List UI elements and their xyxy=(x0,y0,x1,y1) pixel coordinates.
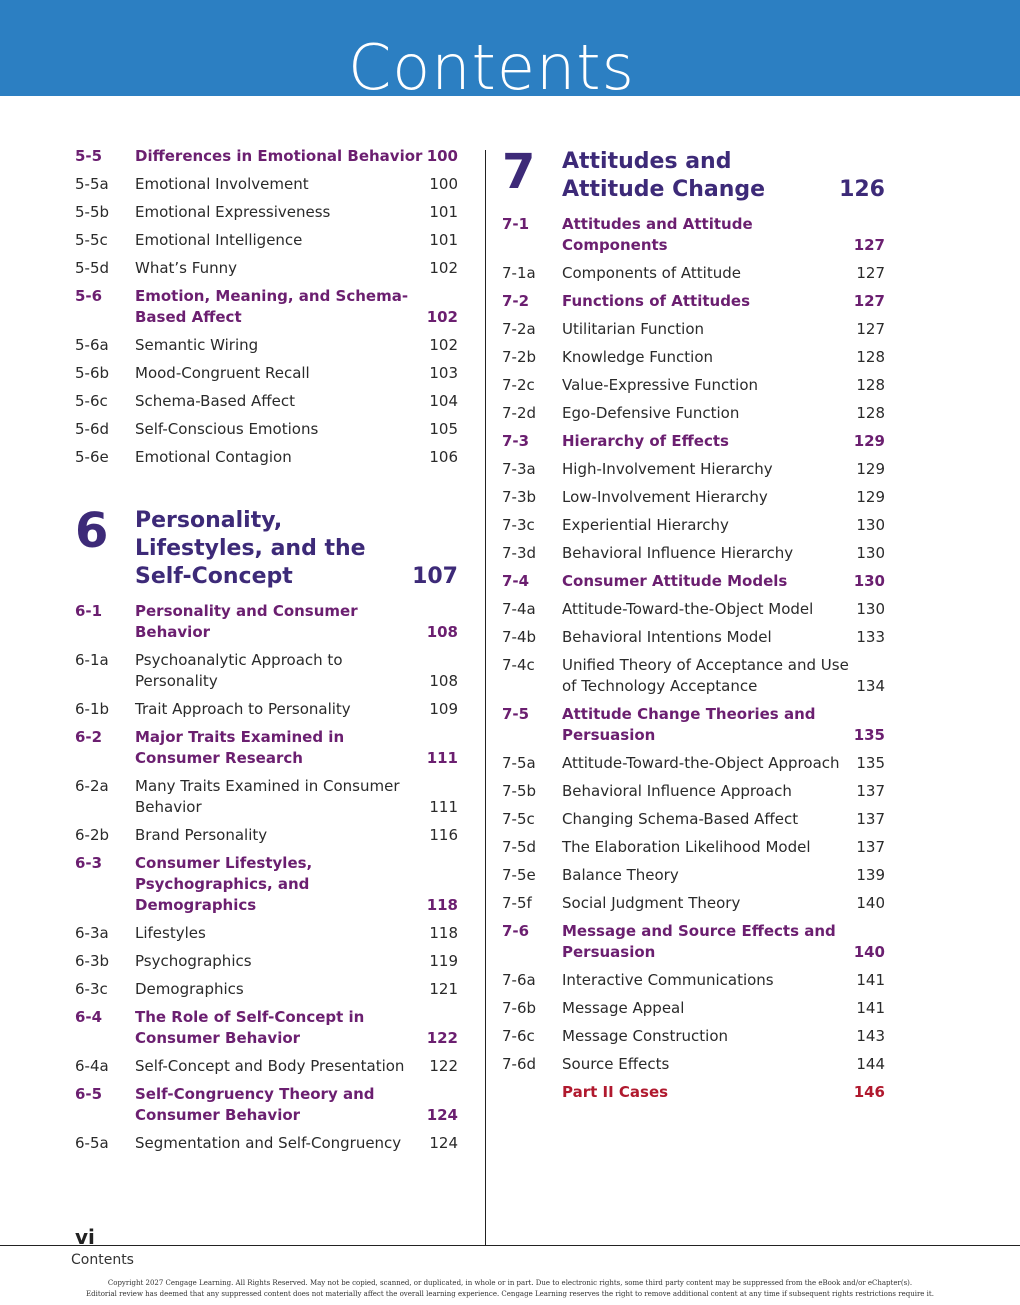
toc-subsection-entry[interactable] xyxy=(502,970,885,991)
entry-number: 6-5 xyxy=(75,1085,103,1103)
entry-title: Knowledge Function xyxy=(562,348,714,366)
toc-chapter-heading[interactable] xyxy=(75,505,458,591)
entry-number: 7-6d xyxy=(502,1055,537,1073)
entry-page: 144 xyxy=(856,1055,885,1073)
entry-page: 118 xyxy=(429,924,458,942)
entry-title: Consumer Lifestyles, Psychographics, and Demographics xyxy=(135,854,313,914)
entry-page: 111 xyxy=(426,749,458,767)
entry-page: 127 xyxy=(856,320,885,338)
entry-page: 118 xyxy=(426,896,458,914)
entry-page: 124 xyxy=(429,1134,458,1152)
entry-number: 6-3 xyxy=(75,854,103,872)
entry-number: 7-1a xyxy=(502,264,536,282)
entry-number: 7-4b xyxy=(502,628,537,646)
entry-page: 111 xyxy=(429,798,458,816)
entry-title: Demographics xyxy=(135,980,244,998)
entry-page: 106 xyxy=(429,448,458,466)
toc-subsection-entry[interactable] xyxy=(75,258,458,279)
toc-subsection-entry[interactable] xyxy=(75,951,458,972)
entry-title: Behavioral Influence Approach xyxy=(562,782,792,800)
entry-number: 5-6 xyxy=(75,287,103,305)
entry-number: 7-3b xyxy=(502,488,537,506)
toc-subsection-entry[interactable] xyxy=(502,998,885,1019)
entry-page: 135 xyxy=(856,754,885,772)
entry-page: 129 xyxy=(856,460,885,478)
entry-number: 5-6a xyxy=(75,336,109,354)
entry-title: Self-Concept and Body Presentation xyxy=(135,1057,405,1075)
entry-page: 128 xyxy=(856,376,885,394)
toc-subsection-entry[interactable] xyxy=(502,1026,885,1047)
page-title: Contents xyxy=(348,31,635,104)
toc-subsection-entry[interactable] xyxy=(502,319,885,340)
chapter-number: 6 xyxy=(75,503,109,559)
entry-number: 5-6b xyxy=(75,364,110,382)
entry-page: 134 xyxy=(856,677,885,695)
entry-number: 7-3a xyxy=(502,460,536,478)
toc-subsection-entry[interactable] xyxy=(502,515,885,536)
toc-subsection-entry[interactable] xyxy=(502,263,885,284)
toc-subsection-entry[interactable] xyxy=(502,809,885,830)
entry-page: 130 xyxy=(856,600,885,618)
entry-title: Emotional Intelligence xyxy=(135,231,303,249)
entry-number: 7-3c xyxy=(502,516,535,534)
entry-page: 102 xyxy=(426,308,458,326)
entry-title: Low-Involvement Hierarchy xyxy=(562,488,768,506)
entry-title: The Role of Self-Concept in Consumer Behavior xyxy=(135,1008,365,1047)
entry-number: 5-5a xyxy=(75,175,109,193)
entry-page: 122 xyxy=(426,1029,458,1047)
toc-subsection-entry[interactable] xyxy=(75,650,458,692)
entry-number: 7-6a xyxy=(502,971,536,989)
entry-number: 5-5b xyxy=(75,203,110,221)
toc-subsection-entry[interactable] xyxy=(502,837,885,858)
toc-subsection-entry[interactable] xyxy=(75,447,458,468)
toc-left-column xyxy=(75,146,458,1161)
toc-subsection-entry[interactable] xyxy=(502,375,885,396)
entry-number: 6-4 xyxy=(75,1008,103,1026)
entry-number: 6-1b xyxy=(75,700,110,718)
entry-number: 7-2a xyxy=(502,320,536,338)
entry-title: Self-Conscious Emotions xyxy=(135,420,319,438)
entry-page: 128 xyxy=(856,404,885,422)
entry-title: Value-Expressive Function xyxy=(562,376,759,394)
entry-page: 100 xyxy=(429,175,458,193)
entry-number: 6-2a xyxy=(75,777,109,795)
entry-number: 7-4 xyxy=(502,572,530,590)
entry-title: Schema-Based Affect xyxy=(135,392,295,410)
toc-section-entry[interactable] xyxy=(502,431,885,452)
entry-number: 7-5b xyxy=(502,782,537,800)
entry-title: Mood-Congruent Recall xyxy=(135,364,310,382)
chapter-title: Attitudes and Attitude Change xyxy=(562,149,766,202)
toc-section-entry[interactable] xyxy=(502,214,885,256)
entry-title: Attitude-Toward-the-Object Model xyxy=(562,600,814,618)
entry-number: 5-6c xyxy=(75,392,108,410)
toc-section-entry[interactable] xyxy=(75,853,458,916)
entry-page: 127 xyxy=(853,236,885,254)
entry-number: 7-4c xyxy=(502,656,535,674)
footer-rule xyxy=(0,1245,1020,1246)
toc-subsection-entry[interactable] xyxy=(75,419,458,440)
entry-number: 7-5a xyxy=(502,754,536,772)
entry-number: 7-5f xyxy=(502,894,532,912)
entry-title: Lifestyles xyxy=(135,924,206,942)
entry-page: 101 xyxy=(429,203,458,221)
entry-title: Self-Congruency Theory and Consumer Behavior xyxy=(135,1085,375,1124)
entry-number: 6-2 xyxy=(75,728,103,746)
page-number: vi xyxy=(75,1225,95,1249)
entry-title: Unified Theory of Acceptance and Use of Technology Acceptance xyxy=(562,656,849,695)
entry-title: Experiential Hierarchy xyxy=(562,516,729,534)
toc-section-entry[interactable] xyxy=(75,146,458,167)
entry-number: 6-4a xyxy=(75,1057,109,1075)
toc-subsection-entry[interactable] xyxy=(75,825,458,846)
entry-title: Emotional Expressiveness xyxy=(135,203,331,221)
toc-section-entry[interactable] xyxy=(75,727,458,769)
entry-page: 108 xyxy=(429,672,458,690)
toc-chapter-heading[interactable] xyxy=(502,146,885,204)
entry-number: 7-3 xyxy=(502,432,530,450)
entry-page: 116 xyxy=(429,826,458,844)
entry-title: Semantic Wiring xyxy=(135,336,259,354)
entry-number: 7-5c xyxy=(502,810,535,828)
entry-title: Hierarchy of Effects xyxy=(562,432,729,450)
entry-number: 7-3d xyxy=(502,544,537,562)
toc-subsection-entry[interactable] xyxy=(502,655,885,697)
entry-page: 124 xyxy=(426,1106,458,1124)
entry-number: 6-3c xyxy=(75,980,108,998)
entry-number: 5-6e xyxy=(75,448,109,466)
entry-number: 7-4a xyxy=(502,600,536,618)
entry-title: Interactive Communications xyxy=(562,971,774,989)
entry-title: Source Effects xyxy=(562,1055,670,1073)
entry-number: 6-5a xyxy=(75,1134,109,1152)
copyright-line-2: Editorial review has deemed that any suppressed content does not materially affect the overall learning experience. Cengage Learning reserves the right to remove additional content at any time if subsequent rights restrictions require it. xyxy=(86,1290,934,1298)
entry-title: Message and Source Effects and Persuasion xyxy=(562,922,836,961)
entry-title: Consumer Attitude Models xyxy=(562,572,788,590)
toc-subsection-entry[interactable] xyxy=(75,1056,458,1077)
entry-number: 7-6 xyxy=(502,922,530,940)
entry-page: 104 xyxy=(429,392,458,410)
entry-page: 141 xyxy=(856,999,885,1017)
entry-number: 7-5 xyxy=(502,705,530,723)
entry-page: 137 xyxy=(856,782,885,800)
entry-page: 133 xyxy=(856,628,885,646)
entry-page: 127 xyxy=(856,264,885,282)
entry-title: High-Involvement Hierarchy xyxy=(562,460,773,478)
entry-title: Part II Cases xyxy=(562,1083,669,1101)
entry-page: 109 xyxy=(429,700,458,718)
chapter-number: 7 xyxy=(502,144,536,200)
entry-number: 7-2c xyxy=(502,376,535,394)
entry-page: 108 xyxy=(426,623,458,641)
entry-number: 6-1 xyxy=(75,602,103,620)
toc-subsection-entry[interactable] xyxy=(502,459,885,480)
entry-page: 103 xyxy=(429,364,458,382)
toc-subsection-entry[interactable] xyxy=(502,403,885,424)
entry-page: 140 xyxy=(853,943,885,961)
entry-title: Emotional Contagion xyxy=(135,448,292,466)
entry-page: 128 xyxy=(856,348,885,366)
toc-right-column xyxy=(502,146,885,1110)
chapter-spacer xyxy=(75,475,458,505)
entry-page: 140 xyxy=(856,894,885,912)
entry-page: 121 xyxy=(429,980,458,998)
entry-page: 130 xyxy=(853,572,885,590)
chapter-title: Personality, Lifestyles, and the Self-Concept xyxy=(135,508,366,589)
entry-page: 129 xyxy=(856,488,885,506)
chapter-page: 107 xyxy=(412,564,458,589)
toc-subsection-entry[interactable] xyxy=(502,1054,885,1075)
entry-page: 135 xyxy=(853,726,885,744)
entry-number: 6-3a xyxy=(75,924,109,942)
toc-subsection-entry[interactable] xyxy=(75,391,458,412)
toc-section-entry[interactable] xyxy=(75,601,458,643)
entry-page: 101 xyxy=(429,231,458,249)
toc-subsection-entry[interactable] xyxy=(502,347,885,368)
entry-title: Behavioral Influence Hierarchy xyxy=(562,544,794,562)
header-banner xyxy=(0,0,1020,104)
entry-title: Attitude-Toward-the-Object Approach xyxy=(562,754,840,772)
entry-number: 7-5d xyxy=(502,838,537,856)
toc-section-entry[interactable] xyxy=(502,571,885,592)
toc-subsection-entry[interactable] xyxy=(75,202,458,223)
chapter-page: 126 xyxy=(839,177,885,202)
entry-number: 5-5 xyxy=(75,147,103,165)
entry-page: 139 xyxy=(856,866,885,884)
entry-page: 100 xyxy=(426,147,458,165)
entry-page: 119 xyxy=(429,952,458,970)
column-divider xyxy=(485,150,486,1245)
entry-title: Attitude Change Theories and Persuasion xyxy=(562,705,816,744)
toc-subsection-entry[interactable] xyxy=(502,781,885,802)
toc-subsection-entry[interactable] xyxy=(75,1133,458,1154)
entry-number: 7-6c xyxy=(502,1027,535,1045)
entry-title: Changing Schema-Based Affect xyxy=(562,810,799,828)
entry-number: 7-2b xyxy=(502,348,537,366)
entry-title: What’s Funny xyxy=(135,259,237,277)
toc-section-entry[interactable] xyxy=(502,921,885,963)
entry-number: 7-2d xyxy=(502,404,537,422)
entry-title: Personality and Consumer Behavior xyxy=(135,602,358,641)
entry-page: 127 xyxy=(853,292,885,310)
entry-page: 141 xyxy=(856,971,885,989)
toc-section-entry[interactable] xyxy=(502,291,885,312)
entry-number: 7-5e xyxy=(502,866,536,884)
entry-title: Segmentation and Self-Congruency xyxy=(135,1134,402,1152)
toc-section-entry[interactable] xyxy=(75,286,458,328)
entry-page: 105 xyxy=(429,420,458,438)
entry-title: Emotion, Meaning, and Schema-Based Affect xyxy=(135,287,409,326)
entry-title: Message Appeal xyxy=(562,999,685,1017)
entry-page: 146 xyxy=(853,1083,885,1101)
entry-page: 122 xyxy=(429,1057,458,1075)
entry-page: 130 xyxy=(856,516,885,534)
entry-title: Major Traits Examined in Consumer Research xyxy=(135,728,345,767)
entry-title: Attitudes and Attitude Components xyxy=(562,215,753,254)
entry-page: 130 xyxy=(856,544,885,562)
entry-number: 5-5c xyxy=(75,231,108,249)
toc-subsection-entry[interactable] xyxy=(75,335,458,356)
copyright-line-1: Copyright 2027 Cengage Learning. All Rights Reserved. May not be copied, scanned, or duplicated, in whole or in part. Due to electronic rights, some third party content may be suppressed from the eBook and/or eChapter(s). xyxy=(107,1279,913,1287)
entry-title: Emotional Involvement xyxy=(135,175,309,193)
toc-section-entry[interactable] xyxy=(75,1084,458,1126)
toc-subsection-entry[interactable] xyxy=(75,174,458,195)
entry-number: 5-5d xyxy=(75,259,110,277)
entry-page: 102 xyxy=(429,259,458,277)
toc-subsection-entry[interactable] xyxy=(502,753,885,774)
entry-title: Psychoanalytic Approach to Personality xyxy=(135,651,343,690)
toc-section-entry[interactable] xyxy=(502,704,885,746)
toc-subsection-entry[interactable] xyxy=(75,230,458,251)
entry-number: 5-6d xyxy=(75,420,110,438)
entry-title: Brand Personality xyxy=(135,826,268,844)
toc-subsection-entry[interactable] xyxy=(75,363,458,384)
entry-page: 129 xyxy=(853,432,885,450)
entry-page: 143 xyxy=(856,1027,885,1045)
toc-subsection-entry[interactable] xyxy=(75,979,458,1000)
entry-title: Psychographics xyxy=(135,952,252,970)
entry-title: Differences in Emotional Behavior xyxy=(135,147,423,165)
entry-number: 7-1 xyxy=(502,215,530,233)
entry-title: Behavioral Intentions Model xyxy=(562,628,772,646)
entry-number: 6-3b xyxy=(75,952,110,970)
entry-number: 7-2 xyxy=(502,292,530,310)
toc-subsection-entry[interactable] xyxy=(502,627,885,648)
toc-section-entry[interactable] xyxy=(75,1007,458,1049)
entry-title: Components of Attitude xyxy=(562,264,741,282)
toc-subsection-entry[interactable] xyxy=(502,487,885,508)
toc-subsection-entry[interactable] xyxy=(502,865,885,886)
entry-page: 137 xyxy=(856,838,885,856)
entry-title: Balance Theory xyxy=(562,866,679,884)
entry-title: Message Construction xyxy=(562,1027,729,1045)
toc-subsection-entry[interactable] xyxy=(502,893,885,914)
copyright-notice xyxy=(0,1278,1020,1300)
toc-subsection-entry[interactable] xyxy=(75,699,458,720)
entry-title: Functions of Attitudes xyxy=(562,292,751,310)
running-title: Contents xyxy=(71,1252,134,1268)
entry-number: 7-6b xyxy=(502,999,537,1017)
toc-subsection-entry[interactable] xyxy=(75,923,458,944)
entry-title: Ego-Defensive Function xyxy=(562,404,740,422)
entry-title: Utilitarian Function xyxy=(562,320,705,338)
toc-subsection-entry[interactable] xyxy=(502,599,885,620)
entry-title: Trait Approach to Personality xyxy=(135,700,351,718)
entry-title: Social Judgment Theory xyxy=(562,894,741,912)
entry-page: 102 xyxy=(429,336,458,354)
entry-number: 6-2b xyxy=(75,826,110,844)
entry-title: Many Traits Examined in Consumer Behavior xyxy=(135,777,400,816)
entry-page: 137 xyxy=(856,810,885,828)
toc-subsection-entry[interactable] xyxy=(75,776,458,818)
entry-title: The Elaboration Likelihood Model xyxy=(562,838,811,856)
toc-subsection-entry[interactable] xyxy=(502,543,885,564)
toc-cases-entry[interactable] xyxy=(502,1082,885,1103)
entry-number: 6-1a xyxy=(75,651,109,669)
